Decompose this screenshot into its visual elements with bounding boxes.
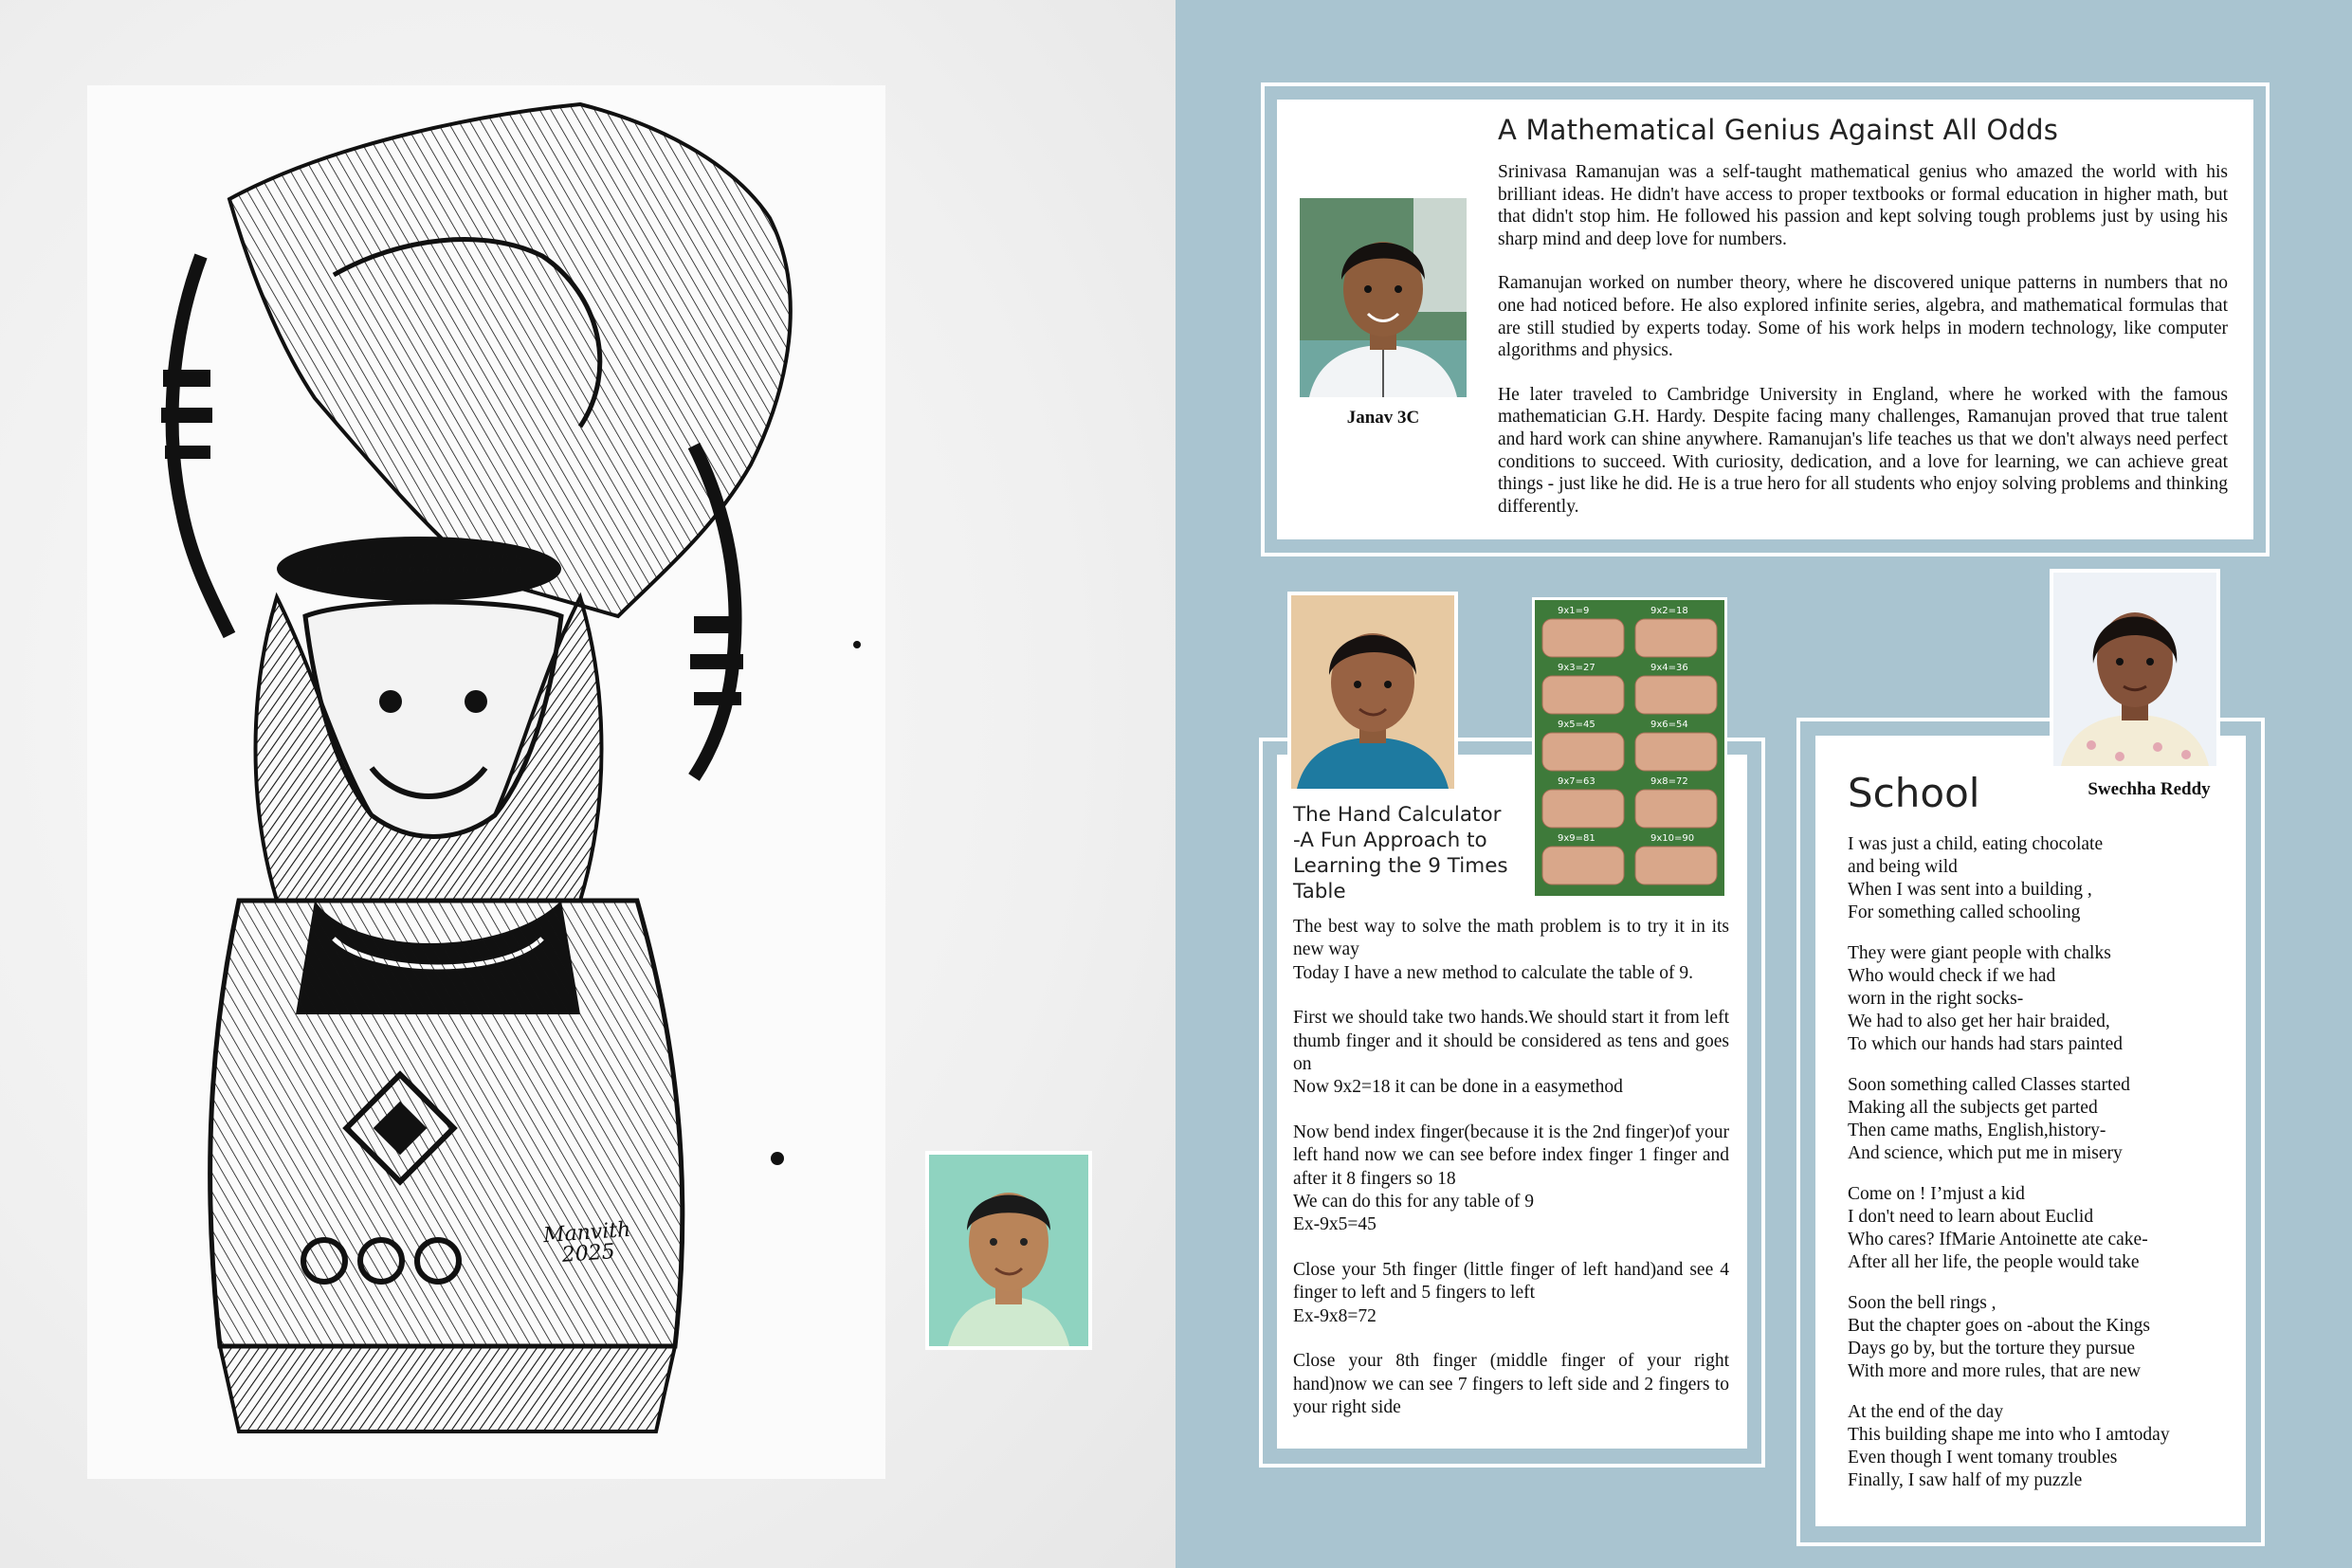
poem-line: And science, which put me in misery bbox=[1848, 1143, 2123, 1163]
hand-label: 9x4=36 bbox=[1650, 663, 1688, 673]
poem-line: I don't need to learn about Euclid bbox=[1848, 1207, 2094, 1227]
poem-title: School bbox=[1848, 770, 1980, 816]
hand-label: 9x6=54 bbox=[1650, 720, 1688, 730]
paragraph: Srinivasa Ramanujan was a self-taught mathematical genius who amazed the world with his brilliant ideas. He didn't have access to proper textbooks or formal education in higher math, but that didn't stop him. He followed his passion and kept solving tough problems just by using his sharp mind and deep love for numbers. bbox=[1498, 162, 2228, 249]
student-portrait-icon bbox=[1291, 595, 1454, 789]
poem-stanza bbox=[1848, 1292, 2236, 1383]
poem-line: We had to also get her hair braided, bbox=[1848, 1012, 2110, 1031]
text-line: First we should take two hands.We should start it from left thumb finger and it should be considered as tens and goes on bbox=[1293, 1008, 1729, 1075]
poem-line: This building shape me into who I amtoday bbox=[1848, 1425, 2170, 1445]
student-portrait-icon bbox=[929, 1155, 1088, 1346]
article-ramanujan-card bbox=[1277, 100, 2253, 539]
article-ramanujan-title: A Mathematical Genius Against All Odds bbox=[1498, 114, 2059, 146]
text-line: Today I have a new method to calculate the table of 9. bbox=[1293, 962, 1694, 983]
poem-line: Soon something called Classes started bbox=[1848, 1075, 2130, 1095]
text-line: Now bend index finger(because it is the 2nd finger)of your left hand now we can see before index finger 1 finger and after it 8 fingers so 18 bbox=[1293, 1121, 1729, 1189]
text-line: The best way to solve the math problem is to try it in its new way bbox=[1293, 917, 1729, 960]
poem-line: After all her life, the people would take bbox=[1848, 1252, 2140, 1272]
text-line: We can do this for any table of 9 bbox=[1293, 1192, 1535, 1212]
poem-line: Come on ! I’mjust a kid bbox=[1848, 1184, 2025, 1204]
text-line: Ex-9x5=45 bbox=[1293, 1214, 1377, 1235]
paragraph: Ramanujan worked on number theory, where he discovered unique patterns in numbers that no one had noticed before. He also explored infinite series, algebra, and mathematical formulas that are still studied by experts today. Some of his work helps in modern technology, like computer algorithms and physics. bbox=[1498, 273, 2228, 361]
student-portrait-icon bbox=[2053, 573, 2216, 766]
hand-label: 9x9=81 bbox=[1558, 833, 1595, 844]
paragraph bbox=[1293, 1259, 1729, 1328]
poem-line: They were giant people with chalks bbox=[1848, 943, 2111, 963]
poem-stanza bbox=[1848, 942, 2236, 1056]
ink-drawing-woman-carrying-load-icon bbox=[87, 85, 885, 1479]
author-caption-janav: Janav 3C bbox=[1346, 408, 1420, 428]
poem-line: Even though I went tomany troubles bbox=[1848, 1448, 2118, 1468]
poem-line: Making all the subjects get parted bbox=[1848, 1098, 2098, 1118]
signature-year: 2025 bbox=[560, 1240, 616, 1267]
title-line: -A Fun Approach to bbox=[1293, 829, 1487, 852]
author-photo-janav bbox=[1300, 198, 1467, 397]
hand-label: 9x10=90 bbox=[1650, 833, 1695, 844]
poem-line: Who cares? IfMarie Antoinette ate cake- bbox=[1848, 1230, 2148, 1249]
poem-line: Days go by, but the torture they pursue bbox=[1848, 1339, 2136, 1358]
text-line: Ex-9x8=72 bbox=[1293, 1305, 1377, 1326]
ink-drawing-artwork bbox=[87, 85, 885, 1479]
hand-label: 9x8=72 bbox=[1650, 776, 1688, 787]
poem-stanza bbox=[1848, 1074, 2236, 1165]
signature-name: Manvith bbox=[542, 1217, 632, 1249]
poem-line: Soon the bell rings , bbox=[1848, 1293, 1996, 1313]
poem-line: Who would check if we had bbox=[1848, 966, 2056, 986]
poem-line: and being wild bbox=[1848, 857, 1958, 877]
poem-line: To which our hands had stars painted bbox=[1848, 1034, 2123, 1054]
title-line: The Hand Calculator bbox=[1293, 803, 1502, 827]
author-photo-hand-calculator bbox=[1287, 592, 1458, 793]
poem-line: worn in the right socks- bbox=[1848, 989, 2024, 1009]
text-line: Now 9x2=18 it can be done in a easymethod bbox=[1293, 1077, 1623, 1098]
poem-line: For something called schooling bbox=[1848, 903, 2081, 922]
poem-line: When I was sent into a building , bbox=[1848, 880, 2092, 900]
title-line: Learning the 9 Times bbox=[1293, 854, 1508, 878]
author-photo-swechha bbox=[2050, 569, 2220, 770]
paragraph bbox=[1293, 916, 1729, 985]
paragraph: He later traveled to Cambridge University in England, where he worked with the famous mathematician G.H. Hardy. Despite facing many challenges, Ramanujan proved that true talent and hard work can shine anywhere. Ramanujan's life teaches us that we don't always need perfect conditions to succeed. With curiosity, dedication, and a love for learning, we can achieve great things - just like he did. He is a true hero for all students who enjoy solving problems and thinking differently. bbox=[1498, 384, 2228, 517]
poem-stanza bbox=[1848, 1183, 2236, 1274]
text-line: Close your 5th finger (little finger of left hand)and see 4 finger to left and 5 fingers to left bbox=[1293, 1259, 1729, 1304]
paragraph bbox=[1293, 1007, 1729, 1100]
paragraph bbox=[1293, 1121, 1729, 1237]
author-caption-swechha: Swechha Reddy bbox=[2088, 779, 2211, 799]
artist-photo bbox=[925, 1151, 1092, 1350]
poem-line: With more and more rules, that are new bbox=[1848, 1361, 2141, 1381]
student-portrait-icon bbox=[1300, 198, 1467, 397]
hand-label: 9x3=27 bbox=[1558, 663, 1595, 673]
poem-line: I was just a child, eating chocolate bbox=[1848, 834, 2104, 854]
poem-line: Then came maths, English,history- bbox=[1848, 1121, 2106, 1140]
article-hand-calculator-title bbox=[1293, 802, 1521, 904]
paragraph bbox=[1293, 1350, 1729, 1419]
article-hand-calculator-body bbox=[1293, 916, 1729, 1441]
hand-label: 9x1=9 bbox=[1558, 606, 1590, 616]
hand-label: 9x7=63 bbox=[1558, 776, 1595, 787]
hands-nine-times-table-icon bbox=[1535, 600, 1724, 896]
poem-line: Finally, I saw half of my puzzle bbox=[1848, 1470, 2083, 1490]
hands-illustration bbox=[1532, 597, 1727, 899]
poem-line: At the end of the day bbox=[1848, 1402, 2004, 1422]
text-line: Close your 8th finger (middle finger of your right hand)now we can see 7 fingers to left side and 2 fingers to your right side bbox=[1293, 1351, 1729, 1417]
article-ramanujan-body bbox=[1498, 161, 2228, 539]
poem-body bbox=[1848, 833, 2236, 1510]
poem-stanza bbox=[1848, 833, 2236, 924]
hand-label: 9x5=45 bbox=[1558, 720, 1595, 730]
article-school-card bbox=[1815, 736, 2246, 1526]
poem-stanza bbox=[1848, 1401, 2236, 1492]
poem-line: But the chapter goes on -about the Kings bbox=[1848, 1316, 2150, 1336]
hand-label: 9x2=18 bbox=[1650, 606, 1688, 616]
title-line: Table bbox=[1293, 880, 1346, 903]
